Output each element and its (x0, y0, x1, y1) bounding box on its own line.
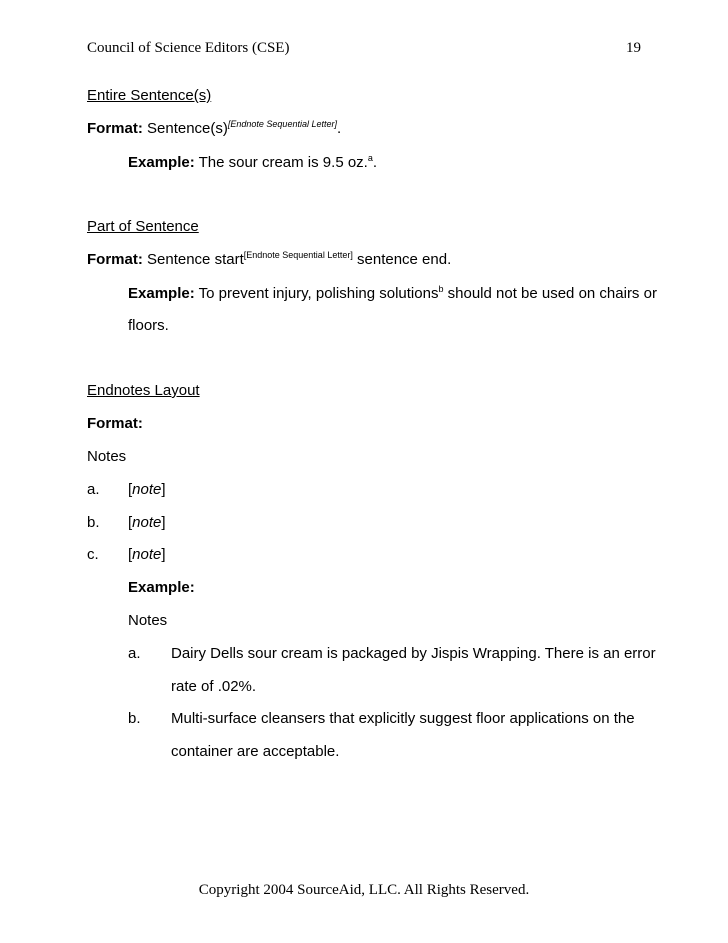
format-line-part-of-sentence (87, 251, 451, 268)
example-note-marker: a. (128, 645, 141, 662)
section-heading-endnotes-layout: Endnotes Layout (87, 382, 200, 399)
format-line-entire-sentence (87, 120, 341, 137)
page-number: 19 (626, 40, 641, 56)
example-note-text-cont: rate of .02%. (171, 678, 257, 695)
example-note-text-cont: container are acceptable. (171, 743, 340, 760)
section-heading-entire-sentence: Entire Sentence(s) (87, 87, 212, 104)
format-tail: sentence end. (352, 251, 452, 268)
example-label-endnotes: Example: (128, 579, 195, 596)
example-label: Example: (128, 154, 195, 171)
copyright-footer: Copyright 2004 SourceAid, LLC. All Rights Reserved. (198, 882, 530, 898)
format-text: Sentence start (142, 251, 244, 268)
format-label: Format: (87, 251, 143, 268)
example-line-entire-sentence (128, 154, 377, 171)
example-tail: . (372, 154, 378, 171)
section-heading-part-of-sentence: Part of Sentence (87, 218, 199, 235)
example-note-text: Multi-surface cleansers that explicitly suggest floor applications on the (171, 710, 635, 727)
example-text: To prevent injury, polishing solutions (194, 285, 439, 302)
note-marker: a. (87, 481, 100, 498)
format-superscript: [Endnote Sequential Letter] (243, 250, 353, 260)
example-note-text: Dairy Dells sour cream is packaged by Jispis Wrapping. There is an error (171, 645, 656, 662)
notes-title: Notes (87, 448, 127, 465)
format-text: Sentence(s) (142, 120, 228, 137)
example-superscript: b (438, 284, 444, 294)
example-line-part-of-sentence (128, 285, 657, 302)
example-tail: should not be used on chairs or (443, 285, 657, 302)
format-label: Format: (87, 120, 143, 137)
example-text: The sour cream is 9.5 oz. (194, 154, 368, 171)
example-note-marker: b. (128, 710, 141, 727)
note-placeholder: [note] (128, 514, 166, 531)
format-label-endnotes: Format: (87, 415, 143, 432)
note-marker: b. (87, 514, 100, 531)
running-header: Council of Science Editors (CSE) (87, 40, 290, 56)
format-tail: . (336, 120, 342, 137)
example-notes-title: Notes (128, 612, 168, 629)
note-marker: c. (87, 546, 99, 563)
example-superscript: a (367, 153, 373, 163)
note-placeholder: [note] (128, 481, 166, 498)
format-superscript: [Endnote Sequential Letter] (227, 119, 337, 129)
note-placeholder: [note] (128, 546, 166, 563)
example-line-2-part-of-sentence: floors. (128, 317, 169, 334)
example-label: Example: (128, 285, 195, 302)
